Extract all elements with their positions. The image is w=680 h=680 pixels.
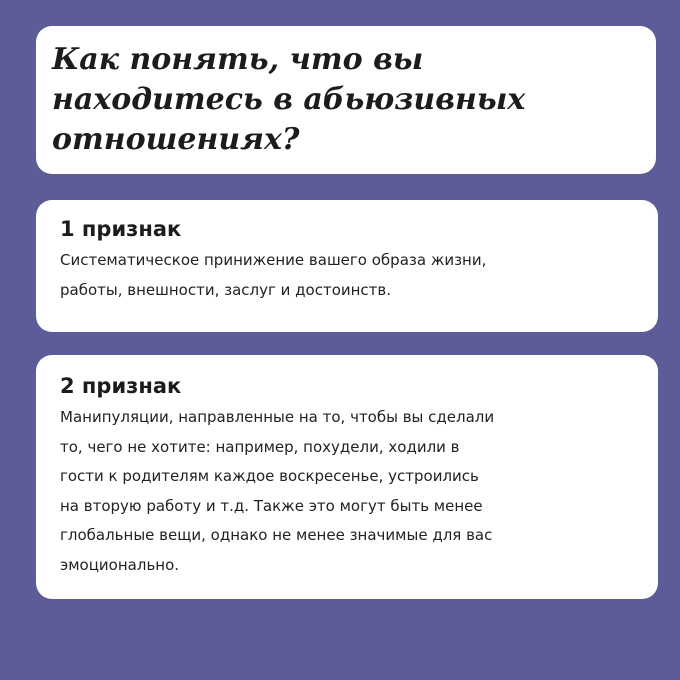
- title-card: [36, 26, 656, 174]
- sign-text-1: Систематическое принижение вашего образа жизни, работы, внешности, заслуг и достоинств.: [60, 251, 487, 299]
- sign-card-1: [36, 200, 658, 332]
- sign-text-2: Манипуляции, направленные на то, чтобы вы сделали то, чего не хотите: например, похудели, ходили в гости к родителям каждое воскресенье, устроились на вторую работу и т.д. Также это могут быть менее глобальные вещи, однако не менее значимые для вас эмоционально.: [60, 408, 495, 574]
- sign-card-2: [36, 355, 658, 599]
- sign-heading-2: 2 признак: [60, 374, 182, 398]
- page-title: Как понять, что вы находитесь в абьюзивных отношениях?: [52, 42, 526, 157]
- sign-heading-1: 1 признак: [60, 217, 182, 241]
